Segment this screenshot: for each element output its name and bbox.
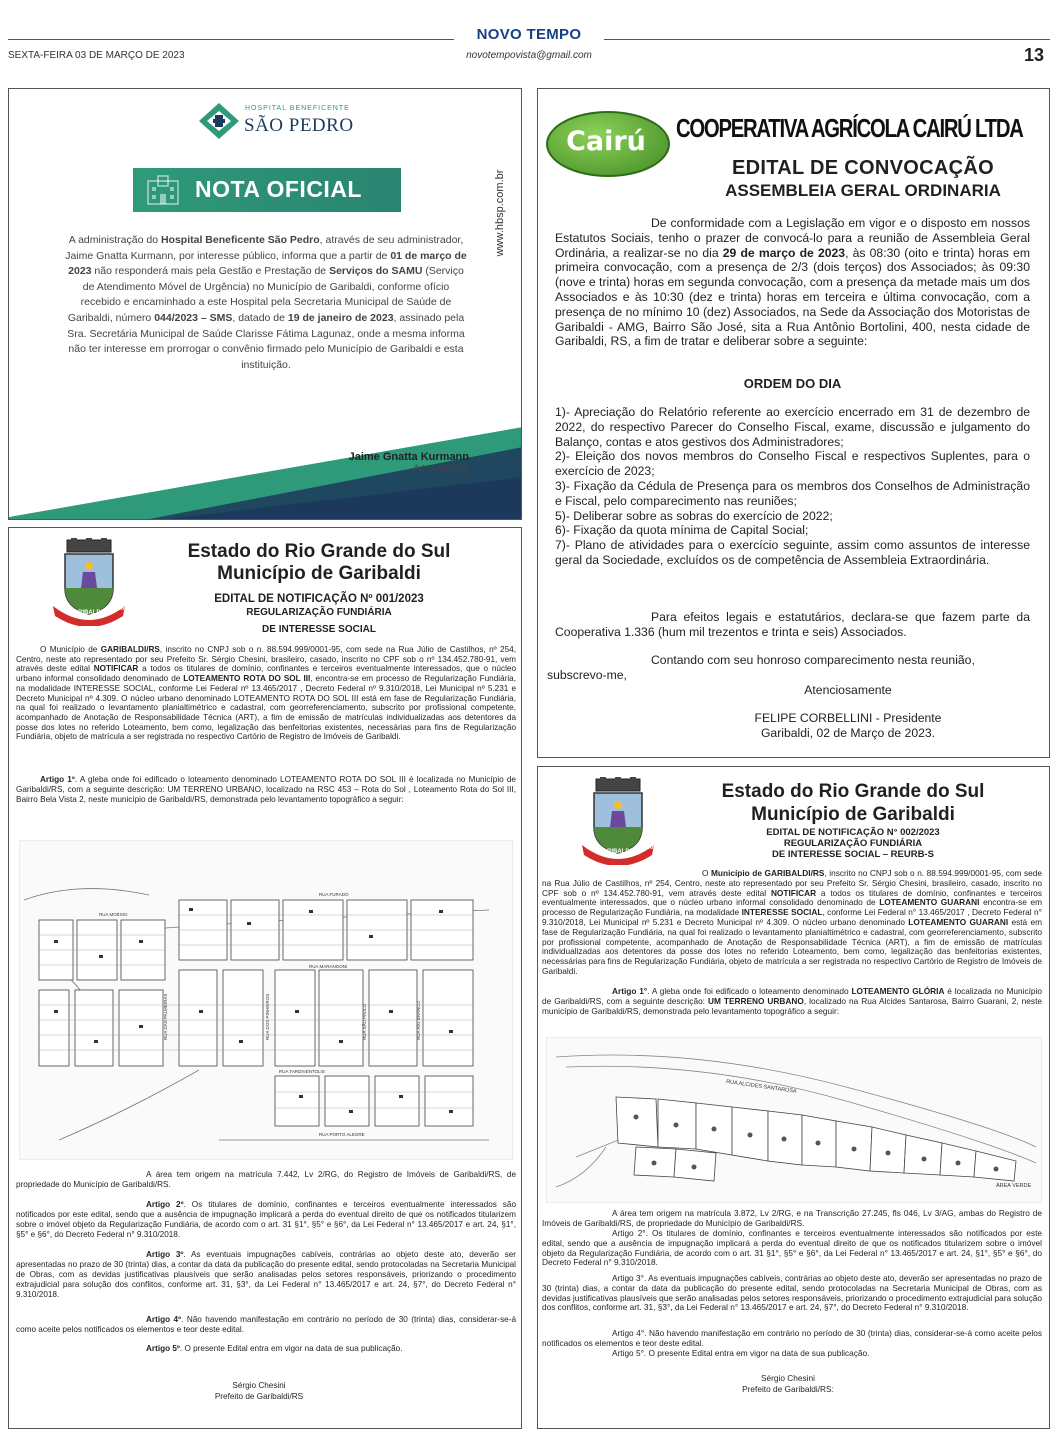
crest-label: GARIBALDI [598, 849, 632, 855]
notice-art5 [542, 1349, 1042, 1359]
state-name: Estado do Rio Grande do Sul [721, 781, 985, 802]
hospital-signer-role: Administrador [413, 463, 469, 473]
notice-art2 [542, 1229, 1042, 1268]
page-number: 13 [1023, 45, 1044, 65]
text-run: não responderá mais pela Gestão e Prestação de [91, 265, 330, 278]
agenda-item: 3)- Fixação da Cédula de Presença para os membros dos Conselhos de Administração e Fiscal, pelo comparecimento nas reuniões; [555, 478, 1030, 508]
crest-year-left: 1870 [41, 606, 54, 612]
convocation-title: EDITAL DE CONVOCAÇÃO [732, 157, 994, 179]
emphasis-text: Artigo 4º [146, 1315, 182, 1324]
notice-subtitle-1: REGULARIZAÇÃO FUNDIÁRIA [246, 607, 392, 618]
emphasis-text: Artigo 1º [40, 775, 75, 784]
map-label: RUA PORTO ALEGRE [319, 1132, 365, 1137]
notice-art3 [542, 1274, 1042, 1313]
emphasis-text: INTERESSE SOCIAL [741, 907, 823, 918]
text-run: De conformidade com a Legislação em vigor e o disposto em nossos Estatutos Sociais, tenho o prazer de convocá-lo para a reunião de Assembleia Geral Ordinária, a realizar-se no dia [555, 216, 1030, 260]
emphasis-text: LOTEAMENTO ROTA DO SOL III [183, 674, 311, 684]
regards: Atenciosamente [804, 683, 892, 697]
notice-signer-role: Prefeito de Garibaldi/RS: [742, 1384, 834, 1394]
convocation-intro [555, 216, 1030, 349]
map-label: RUA SÃO PAULO [362, 1003, 367, 1040]
text-run: . As eventuais impugnações cabíveis, contrárias ao objeto deste ato, deverão ser apresentadas no prazo de 30 (trinta) dias, a contar da data da publicação do presente edital, sendo protocoladas na Secretaria Municipal de Obras, com as devidas justificativas plausíveis que serão analisadas pelos setores responsáveis, priorizando o procedimento extrajudicial para solução dos conflitos, conforme art. 31, §3°, da Lei Federal n° 13.465/2017 e art. 24, §7°, do Decreto Federal n° 9.310/2018. [16, 1250, 516, 1299]
newspaper-masthead: NOVO TEMPO [476, 26, 582, 43]
cairu-place-date: Garibaldi, 02 de Março de 2023. [760, 726, 936, 740]
notice-art1 [16, 775, 516, 805]
notice-signer-role: Prefeito de Garibaldi/RS [214, 1392, 304, 1401]
text-run: Artigo 4°. Não havendo manifestação em contrário no período de 30 (trinta) dias, considerar-se-á como aceite pelos notificados os elementos e teor deste edital. [542, 1328, 1042, 1348]
emphasis-text: 19 de janeiro de 2023 [287, 311, 394, 324]
text-run: , encontra-se em processo de Regularização Fundiária, na modalidade INTERESSE SOCIAL, conforme Lei Federal nº 13.465/2017 , Decreto Federal nº 9.310/2018, Lei Municipal nº 5.231 e Decreto Municipal nº 4.309. O núcleo urbano denominado LOTEAMENTO ROTA DO SOL III está em fase de Regularização Fundiária, na qual foi realizado o levantamento planialtimétrico e cadastral, com georreferenciamento, subscrito por profissional competente, acompanhado de Anotação de Responsabilidade Técnica (ART), a fim de emissão de matrículas individualizadas aos detentores da posse dos lotes no referido Loteamento, bem como, legalização das benfeitorias existentes, necessárias para fins de Regularização Fundiária, objeto de matrícula a ser registrada no respectivo Cartório de Registro de Imóveis de Garibaldi. [16, 674, 516, 742]
hospital-logo-tagline: HOSPITAL BENEFICENTE [245, 105, 350, 112]
text-run: , datado de [232, 311, 288, 324]
side-url-wrap [493, 117, 507, 307]
agenda-item: 2)- Eleição dos novos membros do Conselho Fiscal e respectivos Suplentes, para o exercício de 2023; [555, 449, 1030, 479]
municipality-name: Município de Garibaldi [751, 804, 955, 825]
emphasis-text: Município de GARIBALDI/RS [711, 868, 825, 878]
text-run: , inscrito no CNPJ sob o n. 88.594.999/0001-95, com sede na Rua Júlio de Castilhos, nº 254, Centro, neste ato representado por seu Prefeito Sr. Sérgio Chesini, brasileiro, casado, inscrito no CPF sob o nº 134.452.780-91, vem através deste edital [542, 868, 1043, 898]
map-label: RUA MOÉSIO [99, 912, 128, 917]
agenda-list [555, 405, 1030, 568]
emphasis-text: UM TERRENO URBANO [707, 995, 804, 1006]
text-run: A administração do [68, 234, 161, 246]
notice-intro [542, 869, 1042, 977]
text-run: O Município de [40, 645, 101, 654]
emphasis-text: 29 de março de 2023 [722, 245, 846, 260]
text-run: Artigo 3°. As eventuais impugnações cabíveis, contrárias ao objeto deste ato, deverão ser apresentadas no prazo de 30 (trinta) dias, a contar da data da publicação do presente edital, sendo protocoladas na Secretaria Municipal de Obras, com as devidas justificativas plausíveis que serão analisadas pelos setores responsáveis, priorizando o procedimento extrajudicial para solução dos conflitos, conforme art. 31, §3°, da Lei Federal n° 13.465/2017 e art. 24, §7°, do Decreto Federal n° 9.310/2018. [542, 1273, 1042, 1313]
emphasis-text: LOTEAMENTO GUARANI [879, 897, 980, 908]
text-run: , através de seu administrador, Jaime Gnatta Kurmann, por interesse público, informa que a partir de [65, 234, 464, 262]
masthead-rule-left [8, 39, 454, 40]
notice-signer: Sérgio Chesini [232, 1381, 286, 1390]
hospital-logo-name: SÃO PEDRO [244, 115, 354, 136]
text-run: é localizada no Município de Garibaldi/RS, com a seguinte descrição: [542, 986, 1042, 1006]
cairu-org-name: COOPERATIVA AGRÍCOLA CAIRÚ LTDA [676, 113, 1023, 143]
assembly-title: ASSEMBLEIA GERAL ORDINARIA [725, 181, 1001, 200]
text-run: Artigo 2°. Os titulares de domínio, confinantes e terceiros eventualmente interessados são notificados por este edital, sendo que a ausência de impugnação implicará a perda do eventual direito de que os notificados titularizem sobre o imóvel objeto da Regularização Fundiária, de acordo com o art. 31 §1°, §5° e §6°, da Lei Federal n° 13.465/2017 e art. 24, §1°, §5° e §6°, do Decreto Federal n° 9.310/2018. [542, 1228, 1042, 1268]
notice-subtitle-1: REGULARIZAÇÃO FUNDIÁRIA [783, 838, 923, 849]
text-run: , às 08:30 (oito e trinta) horas em primeira convocação, com a presença de 2/3 (dois terços) dos Associados; às 09:30 (nove e trinta) horas em segunda convocação, com a presença da metade mais um dos Associados e às 10:30 (dez e trinta) horas em terceira e última convocação, com a presença de no mínimo 10 (dez) Associados, na Sede da Associação dos Motoristas de Garibaldi - AMG, Bairro São José, sita a Rua Antônio Bortolini, 400, nesta cidade de Garibaldi, RS, a fim de tratar e deliberar sobre a seguinte: [555, 245, 1030, 349]
map-label: RUA TARDIVENTOLIS [279, 1069, 325, 1074]
text-run: O [702, 868, 712, 878]
notice-intro [16, 645, 516, 742]
text-run: encontra-se em processo de Regularização Fundiária, na modalidade [542, 897, 1043, 918]
text-run: . A gleba onde foi edificado o loteamento denominado LOTEAMENTO ROTA DO SOL III é localizada no Município de Garibaldi/RS, com a seguinte descrição: UM TERRENO URBANO, localizado na RSC 453 – Rota do Sol , Loteamento Rota do Sol III, Bairro Bela Vista 2, neste município de Garibaldi/RS, demonstrada pelo levantamento topográfico a seguir: [16, 775, 516, 804]
municipality-name: Município de Garibaldi [217, 563, 421, 584]
emphasis-text: Artigo 5º [146, 1344, 180, 1353]
emphasis-text: LOTEAMENTO GUARANI [908, 916, 1009, 927]
map-label: RUA FURADO [319, 892, 349, 897]
hospital-ad [8, 88, 522, 520]
text-run: . Os titulares de domínio, confinantes e terceiros eventualmente interessados são notificados por este edital, sendo que a ausência de impugnação implicará a perda do eventual direito de que os notificados titularizem sobre o imóvel objeto da Regularização Fundiária, de acordo com o art. 31 §1°, §5° e §6°, da Lei Federal n° 13.465/2017 e art. 24, §1°, §5° e §6°, do Decreto Federal n° 9.310/2018. [16, 1200, 517, 1239]
notice-subtitle-2: DE INTERESSE SOCIAL – REURB-S [772, 849, 934, 860]
notice-001 [8, 527, 522, 1429]
notice-art3 [16, 1250, 516, 1300]
cairu-signer: FELIPE CORBELLINI - Presidente [754, 711, 942, 725]
text-run: , inscrito no CNPJ sob o n. 88.594.999/0001-95, com sede na Rua Júlio de Castilhos, nº 254, Centro, neste ato representado por seu Prefeito Sr. Sérgio Chesini, brasileiro, casado, inscrito no CPF sob o nº 134.452.780-91, vem através deste edital [16, 645, 516, 674]
map-label: RUA MARANGONI [309, 964, 348, 969]
map-label: RUA DAS PALMEIRAS [163, 993, 168, 1040]
notice-art5 [16, 1344, 516, 1354]
text-run: . Não havendo manifestação em contrário no período de 30 (trinta) dias, considerar-se-á como aceite pelos notificados os elementos e teor deste edital. [16, 1315, 516, 1334]
notice-art2 [16, 1200, 516, 1240]
notice-art1 [542, 987, 1042, 1016]
notice-signer: Sérgio Chesini [761, 1373, 815, 1383]
text-run: . O presente Edital entra em vigor na data de sua publicação. [179, 1344, 403, 1353]
emphasis-text: 01 de março de 2023 [68, 249, 467, 278]
crest-year-right: 1900 [115, 606, 128, 612]
crest-year-left: 1870 [570, 845, 583, 851]
notice-title: EDITAL DE NOTIFICAÇÃO Nº 001/2023 [214, 593, 424, 605]
notice-art4 [542, 1329, 1042, 1349]
agenda-title: ORDEM DO DIA [743, 376, 842, 391]
notice-title: EDITAL DE NOTIFICAÇÃO N° 002/2023 [766, 827, 940, 838]
hospital-notice-body [65, 233, 467, 373]
emphasis-text: Artigo 1° [612, 986, 648, 996]
text-run: Artigo 5°. O presente Edital entra em vigor na data de sua publicação. [612, 1348, 870, 1358]
crest-label: GARIBALDI [69, 610, 103, 616]
legal-statement: Para efeitos legais e estatutários, declara-se que fazem parte da Cooperativa 1.336 (hum mil trezentos e trinta e seis) Associados. [555, 610, 1030, 639]
text-run: , conforme Lei Federal n° 13.465/2017 , Decreto Federal n° 9.310/2018, Lei Municipal nº 5.231 e Decreto Municipal nº 4.309. O núcleo urbano denominado [542, 907, 1042, 927]
text-run: , localizado na Rua Alcides Santarosa, Bairro Guarani, 2, neste município de Garibaldi/RS, demonstrada pelo levantamento topográfico a seguir: [542, 995, 1042, 1016]
cairu-ad [537, 88, 1050, 758]
state-name: Estado do Rio Grande do Sul [187, 541, 451, 562]
crest-year-right: 1900 [644, 845, 657, 851]
agenda-item: 5)- Deliberar sobre as sobras do exercício de 2022; [555, 508, 833, 523]
nota-oficial-banner [133, 168, 401, 212]
closing-line: Contando com seu honroso comparecimento nesta reunião, [651, 653, 975, 667]
emphasis-text: Artigo 3º [146, 1250, 184, 1259]
map-label: RUA ALCIDES SANTAROSA [725, 1079, 797, 1095]
emphasis-text: 044/2023 – SMS [154, 311, 233, 324]
text-run: a todos os titulares de domínio, confinantes e terceiros eventualmente interessados, que o núcleo urbano informal consolidado denominado de [542, 887, 1042, 908]
text-run: a todos os titulares de domínio, confinantes e terceiros eventualmente interessados, que o núcleo urbano informal consolidado denominado de [16, 664, 517, 684]
map-label: RUA DOS PINHEIROS [265, 993, 270, 1040]
emphasis-text: GARIBALDI/RS [100, 645, 160, 654]
map-label: ÁREA VERDE [996, 1183, 1032, 1189]
topographic-map-gloria [546, 1037, 1042, 1203]
hospital-logo-icon [197, 101, 241, 141]
hospital-building-icon [147, 175, 179, 205]
text-run: . A gleba onde foi edificado o loteamento denominado [647, 986, 852, 996]
topographic-map-rota-do-sol [19, 840, 513, 1160]
agenda-item: 7)- Plano de atividades para o exercício seguinte, assim como assuntos de interesse geral da Sociedade, excluídos os de competência de Assembleia Extraordinária. [555, 538, 1030, 567]
notice-subtitle-2: DE INTERESSE SOCIAL [262, 624, 376, 635]
text-run: (Serviço de Atendimento Móvel de Urgência) no Município de Garibaldi, conforme ofício recebido e encaminhado a este Hospital pela Secretaria Municipal de Saúde de Garibaldi, número [67, 265, 464, 324]
emphasis-text: Hospital Beneficente São Pedro [160, 234, 320, 246]
notice-origin: A área tem origem na matrícula 7.442, Lv 2/RG, do Registro de Imóveis de Garibaldi/RS, de propriedade do Município de Garibaldi/RS. [16, 1170, 516, 1189]
notice-art4 [16, 1315, 516, 1335]
banner-title: NOTA OFICIAL [195, 176, 362, 202]
notice-002 [537, 766, 1050, 1429]
masthead-rule-right [604, 39, 1050, 40]
cairu-logo [546, 111, 670, 177]
notice-origin: A área tem origem na matrícula 3.872, Lv 2/RG, e na Transcrição 27.245, fls 046, Lv 3/AG, ambas do Registro de Imóveis de Garibaldi/RS, de propriedade do Município de Garibaldi/RS. [542, 1208, 1042, 1228]
emphasis-text: NOTIFICAR [93, 664, 139, 674]
agenda-item: 1)- Apreciação do Relatório referente ao exercício encerrado em 31 de dezembro de 2022, do respectivo Parecer do Conselho Fiscal, exame, discussão e julgamento do Balanço, contas e atos gestivos dos Administradores; [555, 405, 1030, 449]
closing-line-2: subscrevo-me, [547, 668, 627, 682]
contact-email[interactable]: novotempovista@gmail.com [466, 50, 592, 61]
hospital-signer: Jaime Gnatta Kurmann [348, 451, 469, 463]
agenda-item: 6)- Fixação da quota mínima de Capital Social; [555, 523, 809, 538]
hospital-website[interactable]: www.hbsp.com.br [494, 169, 506, 257]
cairu-logo-text: Cairú [566, 126, 646, 157]
text-run: está em fase de Regularização Fundiária, na qual foi realizado o levantamento planialtimétrico e cadastral, com georreferenciamento, subscrito por profissional competente, acompanhado de Anotação de Responsabilidade Técnica (ART), a fim de emissão de matrículas individualizadas aos detentores da posse dos lotes no referido Loteamento, bem como, legalização das benfeitorias existentes, necessárias para fins de Regularização Fundiária, objeto de matrícula a ser registrada no respectivo Cartório de Registro de Imóveis de Garibaldi. [542, 916, 1042, 976]
emphasis-text: Serviços do SAMU [329, 265, 423, 278]
issue-date: SEXTA-FEIRA 03 DE MARÇO DE 2023 [8, 50, 185, 61]
emphasis-text: Artigo 2º [146, 1200, 184, 1209]
text-run: , assinado pela Sra. Secretária Municipal de Saúde Clarisse Fátima Lagunaz, onde a mesma informa não ter interesse em prorrogar o convênio firmado pelo Município de Garibaldi e esta instituição. [67, 311, 465, 371]
map-label: RUA RIO BRANCO [416, 1000, 421, 1040]
emphasis-text: LOTEAMENTO GLÓRIA [851, 986, 945, 996]
emphasis-text: NOTIFICAR [770, 887, 817, 898]
